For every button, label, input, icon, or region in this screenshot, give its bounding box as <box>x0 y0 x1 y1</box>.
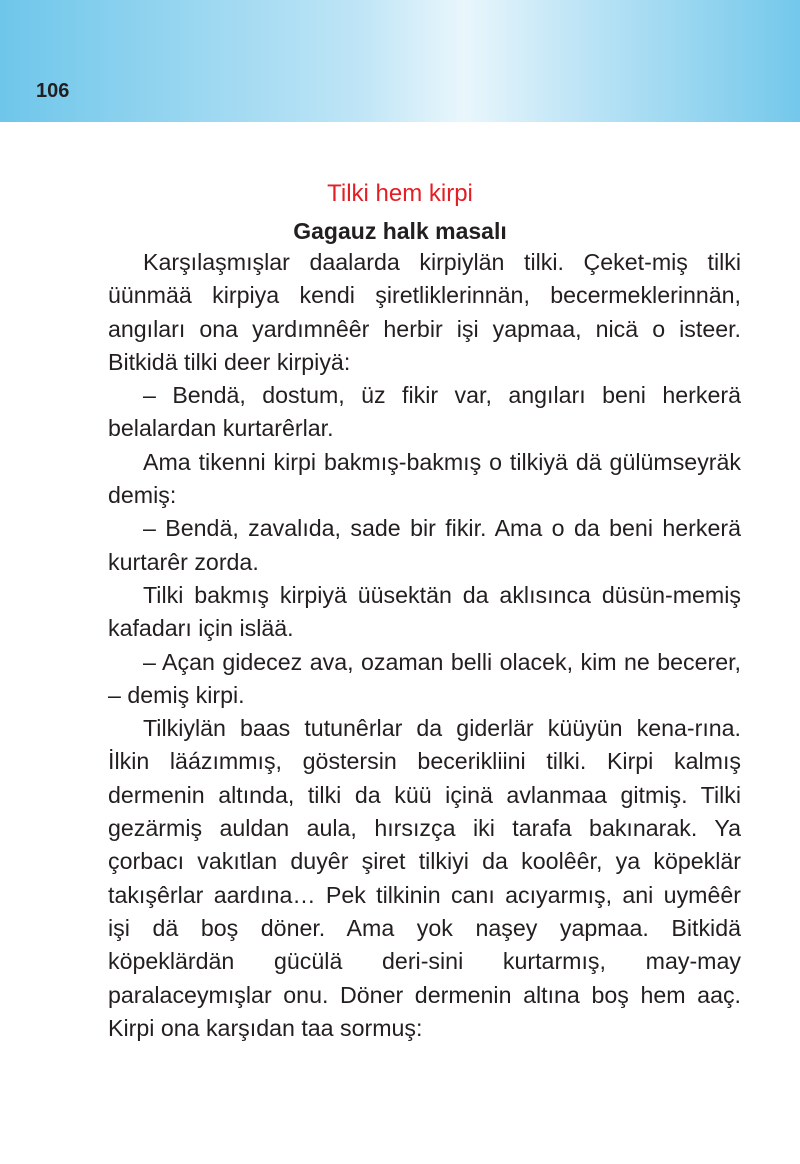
story-paragraph: Tilkiylän baas tutunêrlar da giderlär küüyün kena-rına. İlkin läázımmış, göstersin becerikliini tilki. Kirpi kalmış dermenin altında, tilki da küü içinä avlanmaa gitmiş. Tilki gezärmiş auldan aula, hırsızça iki tarafa bakınarak. Ya çorbacı vakıtlan duyêr şiret tilkiyi da koolêêr, ya köpeklär takışêrlar aardına… Pek tilkinin canı acıyarmış, ani uymêêr işi dä boş döner. Ama yok naşey yapmaa. Bitkidä köpeklärdän gücülä deri-sini kurtarmış, may-may paralaceymışlar onu. Döner dermenin altına boş hem aaç. Kirpi ona karşıdan taa sormuş: <box>108 715 741 1041</box>
story-body <box>108 246 741 1045</box>
story-paragraph: – Açan gidecez ava, ozaman belli olacek, kim ne becerer, – demiş kirpi. <box>108 648 741 708</box>
page-header-band <box>0 0 800 122</box>
page-number: 106 <box>36 80 70 102</box>
story-paragraph: – Bendä, zavalıda, sade bir fikir. Ama o da beni herkerä kurtarêr zorda. <box>108 515 741 575</box>
story-subtitle: Gagauz halk masalı <box>293 218 507 244</box>
story-paragraph: – Bendä, dostum, üz fikir var, angıları beni herkerä belalardan kurtarêrlar. <box>108 382 741 442</box>
story-paragraph: Ama tikenni kirpi bakmış-bakmış o tilkiyä dä gülümseyräk demiş: <box>108 448 741 509</box>
story-paragraph: Tilki bakmış kirpiyä üüsektän da aklısınca düsün-memiş kafadarı için islää. <box>108 581 741 642</box>
story-title: Tilki hem kirpi <box>327 180 473 207</box>
story-paragraph: Karşılaşmışlar daalarda kirpiylän tilki. Çeket-miş tilki üünmää kirpiya kendi şiretliklerinnän, becermeklerinnän, angıları ona yardımnêêr herbir işi yapmaa, nicä o isteer. Bitkidä tilki deer kirpiyä: <box>108 249 741 375</box>
